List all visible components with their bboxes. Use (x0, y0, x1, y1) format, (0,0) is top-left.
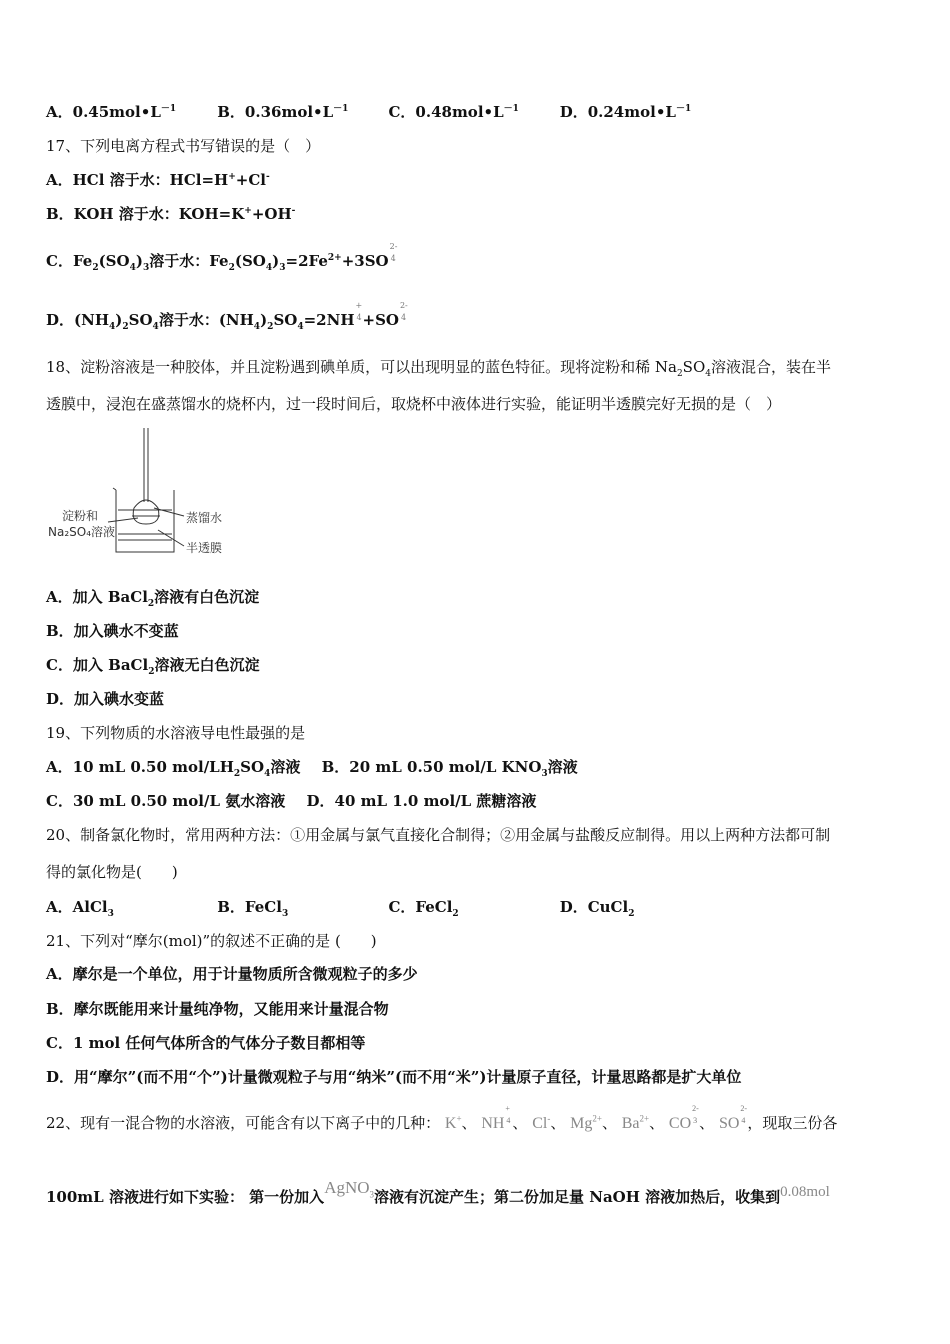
amount-label: 0.08mol (780, 1184, 830, 1200)
q16-option-c[interactable]: C．$0.48mol•L^{-1}$ (388, 103, 519, 121)
q18-stem-line1: 18、淀粉溶液是一种胶体，并且淀粉遇到碘单质，可以出现明显的蓝色特征。现将淀粉和稀 $Na_2SO_4$溶液混合，装在半 (46, 358, 831, 379)
q19-stem: 19、下列物质的水溶液导电性最强的是 (46, 724, 306, 742)
q20-option-d[interactable]: D．CuCl$_2$ (559, 898, 635, 919)
q16-options (46, 102, 691, 122)
q16-option-a[interactable]: A．$0.45mol•L^{-1}$ (46, 103, 177, 121)
beaker-diagram (46, 428, 246, 564)
q17-stem: 17、下列电离方程式书写错误的是（ ） (46, 137, 321, 155)
q20-option-c[interactable]: C．FeCl$_2$ (388, 898, 459, 919)
q18-option-a[interactable]: A．加入 BaCl$_2$溶液有白色沉淀 (46, 588, 260, 609)
q21-option-d[interactable]: D．用“摩尔”(而不用“个”)计量微观粒子与用“纳米”(而不用“米”)计量原子直径，计量思路都是扩大单位 (46, 1068, 742, 1086)
q19-options-cd (46, 791, 536, 811)
ion-nh4: NH + 4 (481, 1104, 511, 1132)
q18-option-d[interactable]: D．加入碘水变蓝 (46, 690, 165, 708)
label-starch: 淀粉和 (62, 509, 99, 523)
beaker-drawing (108, 428, 184, 552)
label-membrane: 半透膜 (186, 541, 223, 555)
q19-option-c[interactable]: C．30 mL 0.50 mol/L 氨水溶液 (46, 792, 286, 810)
ion-cl: Cl- (532, 1113, 551, 1132)
q17-option-b[interactable]: B．KOH 溶于水：KOH=K++OH- (46, 205, 296, 223)
ion-k: K+ (444, 1113, 462, 1132)
q16-option-d[interactable]: D．$0.24mol•L^{-1}$ (559, 103, 692, 121)
q20-option-b[interactable]: B．FeCl$_3$ (217, 898, 289, 919)
q17-option-c[interactable]: C．$Fe_2(SO_4)_3$溶于水：$Fe_2(SO_4)_3=2Fe^{2+}+3SO$ 2- 4 (46, 242, 398, 273)
reagent-agno3: AgNO$_3$ (324, 1178, 375, 1200)
q19-option-a[interactable]: A．10 mL 0.50 mol/$LH_2SO_4$溶液 (46, 758, 301, 779)
q16-option-b[interactable]: B．$0.36mol•L^{-1}$ (217, 103, 349, 121)
q20-stem-line1: 20、制备氯化物时，常用两种方法：①用金属与氯气直接化合制得；②用金属与盐酸反应制得。用以上两种方法都可制 (46, 826, 831, 844)
ion-so4: SO 2- 4 (718, 1104, 748, 1132)
q19-options-ab (46, 757, 578, 777)
q20-option-a[interactable]: A．AlCl$_3$ (46, 898, 114, 919)
q18-stem-line2: 透膜中，浸泡在盛蒸馏水的烧杯内，过一段时间后，取烧杯中液体进行实验，能证明半透膜完好无损的是（ ） (46, 395, 782, 413)
q20-options (46, 897, 634, 917)
ion-mg: $Mg^{2+}$ (570, 1113, 602, 1132)
q18-option-c[interactable]: C．加入 BaCl$_2$溶液无白色沉淀 (46, 656, 260, 677)
ion-ba: $Ba^{2+}$ (621, 1113, 650, 1132)
q21-option-b[interactable]: B．摩尔既能用来计量纯净物，又能用来计量混合物 (46, 1000, 389, 1018)
q18-option-b[interactable]: B．加入碘水不变蓝 (46, 622, 179, 640)
q22-stem-line2: 100mL 溶液进行如下实验： 第一份加入AgNO$_3$溶液有沉淀产生；第二份加足量 NaOH 溶液加热后，收集到0.08mol (46, 1178, 830, 1206)
q21-option-a[interactable]: A．摩尔是一个单位，用于计量物质所含微观粒子的多少 (46, 965, 418, 983)
q19-option-b[interactable]: B．20 mL 0.50 mol/L $KNO_3$溶液 (321, 758, 578, 779)
ion-co3: CO 2- 3 (668, 1104, 699, 1132)
q17-option-d[interactable]: D．$(NH_4)_2SO_4$溶于水：$(NH_4)_2SO_4=2NH$ + 4 +SO 2- 4 (46, 301, 408, 332)
q17-option-a[interactable]: A．HCl 溶于水：HCl=H++Cl- (46, 171, 270, 189)
q20-stem-line2: 得的氯化物是( ) (46, 863, 178, 881)
q21-option-c[interactable]: C．1 mol 任何气体所含的气体分子数目都相等 (46, 1034, 366, 1052)
q19-option-d[interactable]: D．40 mL 1.0 mol/L 蔗糖溶液 (306, 792, 537, 810)
label-na2so4: Na₂SO₄溶液 (48, 525, 116, 539)
q21-stem: 21、下列对“摩尔(mol)”的叙述不正确的是 ( ) (46, 932, 377, 950)
q22-stem-line1: 22、现有一混合物的水溶液，可能含有以下离子中的几种： K+、 NH + 4 、 Cl-、 $Mg^{2+}$、 $Ba^{2+}$、 CO 2- 3 、 SO 2- 4 ，现取三份各 (46, 1104, 838, 1132)
label-distilled-water: 蒸馏水 (186, 511, 223, 525)
